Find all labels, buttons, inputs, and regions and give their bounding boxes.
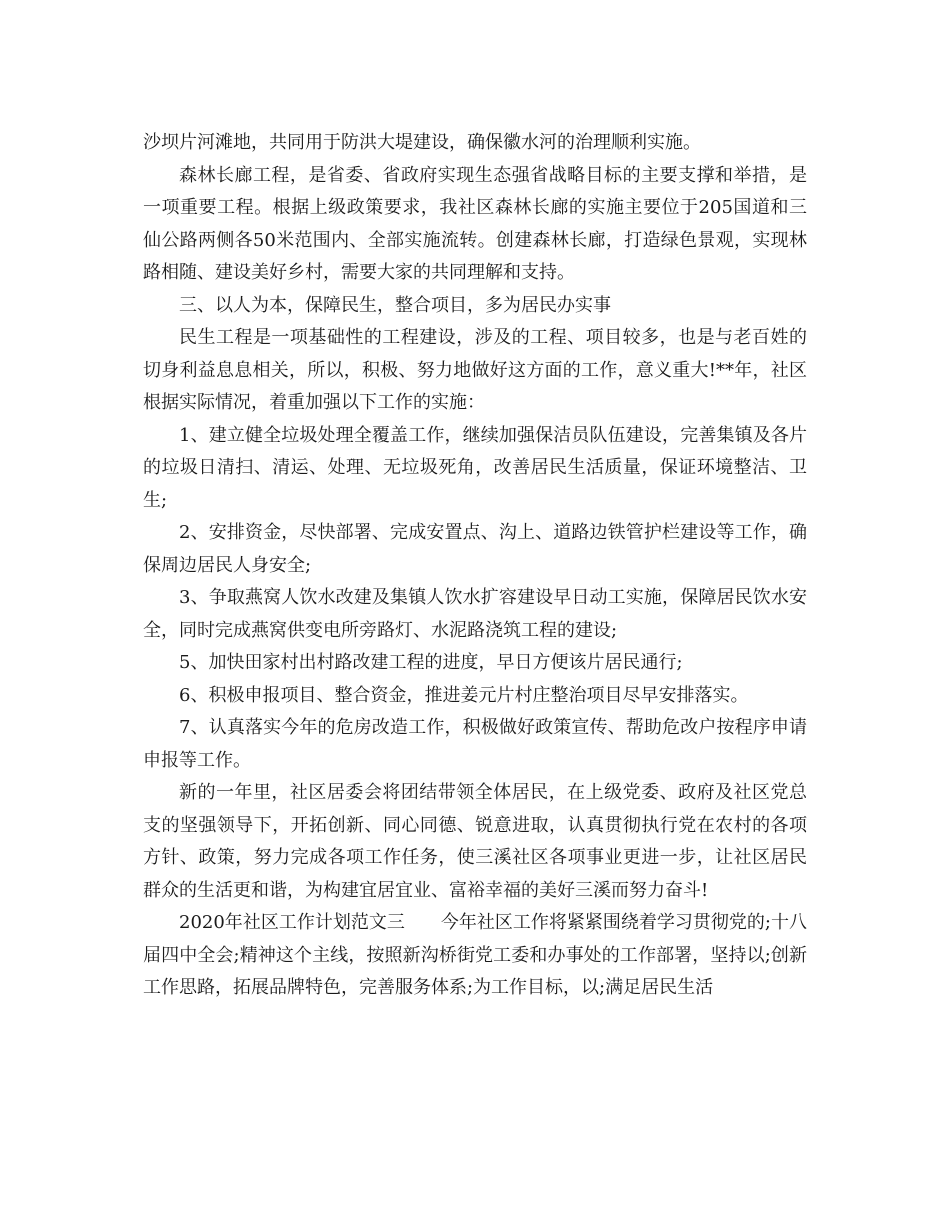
list-item-village-renovation: 6、积极申报项目、整合资金，推进姜元片村庄整治项目尽早安排落实。 <box>179 684 749 706</box>
paragraph-livelihood-projects: 民生工程是一项基础性的工程建设，涉及的工程、项目较多，也是与老百姓的切身利益息息相关，所以，积极、努力地做好这方面的工作，意义重大!**年，社区根据实际情况，着重加强以下工作的实施： <box>143 327 807 413</box>
list-item-funding-railings: 2、安排资金，尽快部署、完成安置点、沟上、道路边铁管护栏建设等工作，确保周边居民人身安全; <box>143 522 807 576</box>
paragraph-new-year-outlook: 新的一年里，社区居委会将团结带领全体居民，在上级党委、政府及社区党总支的坚强领导下，开拓创新、同心同德、锐意进取，认真贯彻执行党在农村的各项方针、政策，努力完成各项工作任务，使三溪社区各项事业更进一步，让社区居民群众的生活更和谐，为构建宜居宜业、富裕幸福的美好三溪而努力奋斗! <box>143 782 807 901</box>
list-item-dilapidated-housing: 7、认真落实今年的危房改造工作，积极做好政策宣传、帮助危改户按程序申请申报等工作。 <box>143 717 807 771</box>
list-item-road-reconstruction: 5、加快田家村出村路改建工程的进度，早日方便该片居民通行; <box>179 652 683 673</box>
document-body <box>143 127 807 1005</box>
list-item-water-supply: 3、争取燕窝人饮水改建及集镇人饮水扩容建设早日动工实施，保障居民饮水安全，同时完成燕窝供变电所旁路灯、水泥路浇筑工程的建设; <box>143 587 807 641</box>
paragraph-forest-corridor: 森林长廊工程，是省委、省政府实现生态强省战略目标的主要支撑和举措，是一项重要工程。根据上级政策要求，我社区森林长廊的实施主要位于205国道和三仙公路两侧各50米范围内、全部实施流转。创建森林长廊，打造绿色景观，实现林路相随、建设美好乡村，需要大家的共同理解和支持。 <box>143 164 807 283</box>
paragraph-work-plan-sample-three: 2020年社区工作计划范文三 今年社区工作将紧紧围绕着学习贯彻党的;十八届四中全会;精神这个主线，按照新沟桥街党工委和办事处的工作部署，坚持以;创新工作思路，拓展品牌特色，完善服务体系;为工作目标，以;满足居民生活 <box>143 912 808 998</box>
paragraph-continuation: 沙坝片河滩地，共同用于防洪大堤建设，确保徽水河的治理顺利实施。 <box>143 132 701 153</box>
section-heading-people-first: 三、以人为本，保障民生，整合项目，多为居民办实事 <box>179 294 611 316</box>
list-item-garbage-handling: 1、建立健全垃圾处理全覆盖工作，继续加强保洁员队伍建设，完善集镇及各片的垃圾日清扫、清运、处理、无垃圾死角，改善居民生活质量，保证环境整洁、卫生; <box>143 424 807 511</box>
